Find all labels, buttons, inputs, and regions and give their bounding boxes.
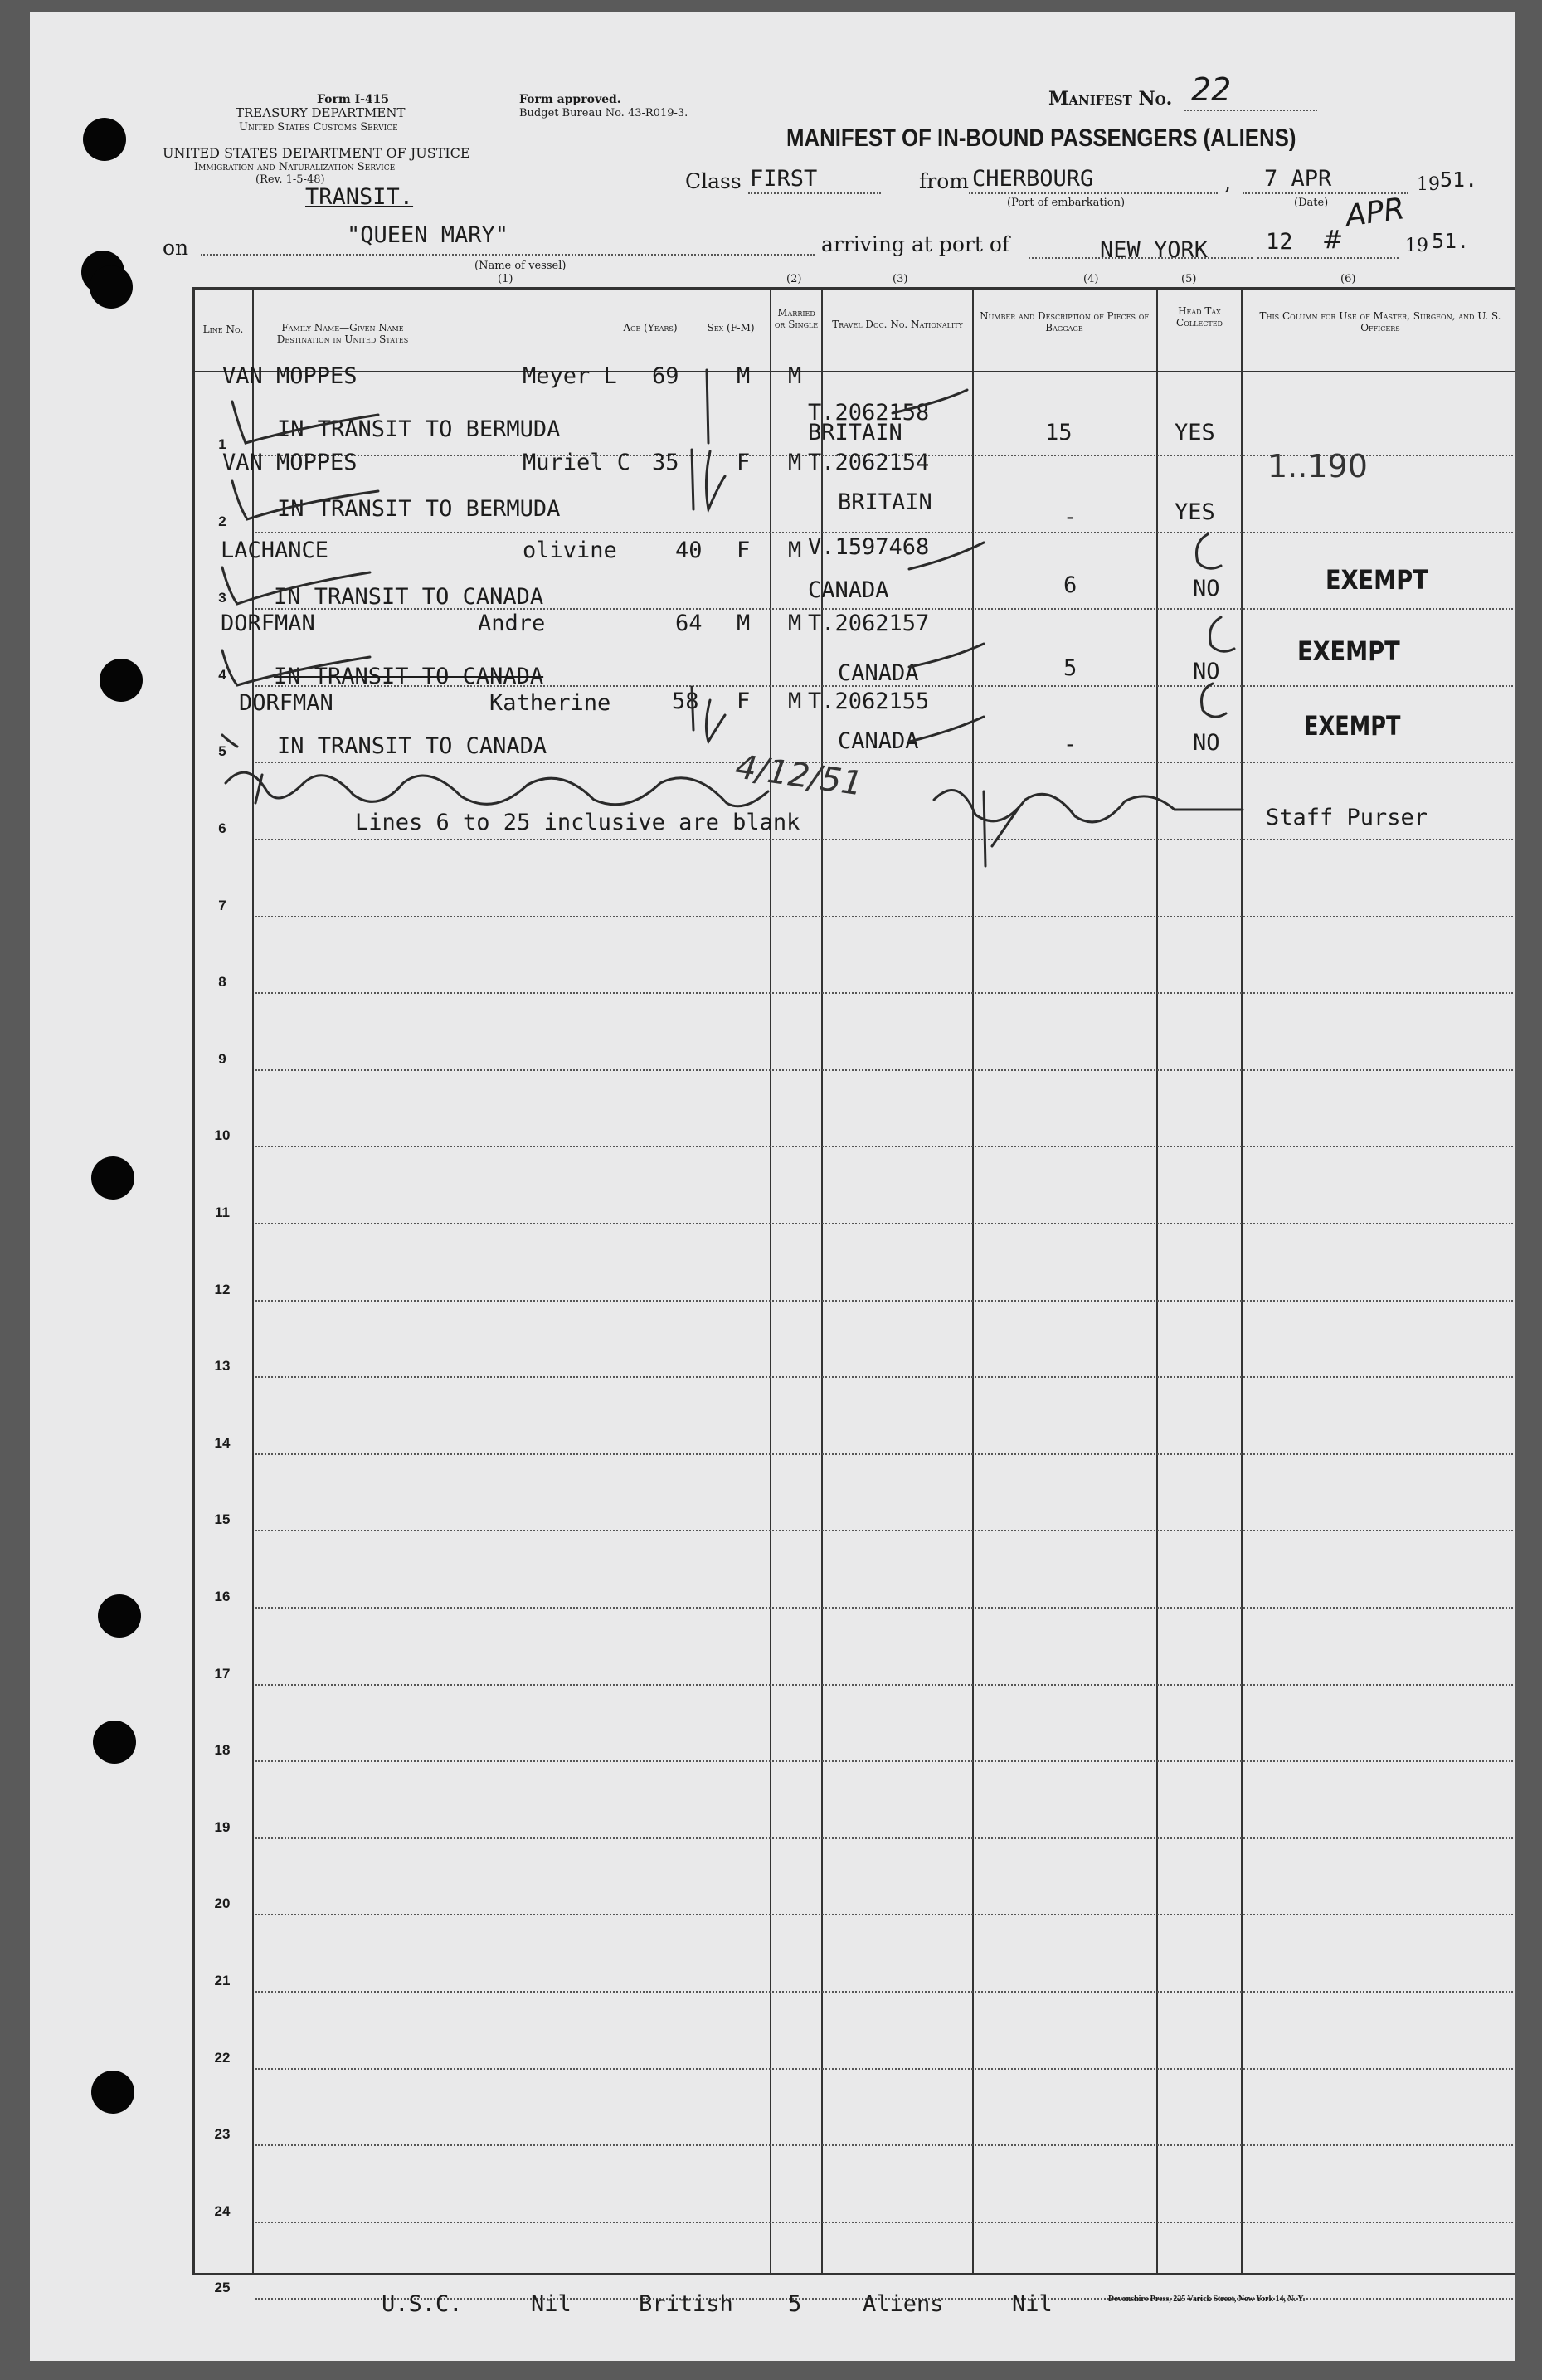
- form-number: Form I-415: [317, 93, 390, 106]
- col-header-tax: Head Tax Collected: [1176, 305, 1223, 329]
- age: 35: [652, 450, 679, 475]
- punch-hole: [91, 1156, 134, 1200]
- line-number: 6: [218, 820, 226, 836]
- budget-bureau: Budget Bureau No. 43-R019-3.: [519, 107, 688, 119]
- col-num-4: (4): [1083, 273, 1099, 285]
- treasury-dept: TREASURY DEPARTMENT: [236, 105, 406, 120]
- printer-imprint: Devonshire Press, 225 Varick Street, New York 14, N. Y.: [1108, 2295, 1306, 2304]
- nationality: CANADA: [808, 577, 889, 603]
- col-header-married: Married or Single: [774, 307, 819, 330]
- row-rule: [255, 992, 1513, 994]
- line-number: 25: [214, 2280, 231, 2296]
- given-name: Andre: [478, 611, 546, 636]
- family-name: LACHANCE: [221, 538, 329, 563]
- embark-date: 7 APR: [1264, 166, 1332, 192]
- officer-note: EXEMPT: [1297, 635, 1400, 667]
- col-header-age: Age (Years): [623, 322, 678, 333]
- punch-hole: [98, 1594, 141, 1638]
- marital: M: [788, 538, 802, 563]
- row-rule: [255, 1760, 1513, 1762]
- vessel-name: "QUEEN MARY": [347, 222, 509, 248]
- year-suffix-1: 51.: [1440, 168, 1478, 192]
- line-number: 24: [214, 2202, 231, 2219]
- row-rule: [255, 1300, 1513, 1302]
- family-name: VAN MOPPES: [222, 363, 358, 389]
- arrival-port: NEW YORK: [1100, 237, 1209, 263]
- col-num-1: (1): [498, 273, 513, 285]
- col-header-sex: Sex (F-M): [707, 322, 755, 333]
- arrival-month-hand: APR: [1343, 192, 1407, 234]
- travel-doc: T.2062157: [808, 611, 930, 636]
- given-name: olivine: [523, 538, 617, 563]
- nationality: BRITAIN: [838, 489, 932, 515]
- line-number: 5: [218, 743, 226, 760]
- british-label: British: [639, 2291, 733, 2317]
- usc-value: Nil: [531, 2291, 572, 2317]
- form-approved: Form approved.: [519, 93, 621, 106]
- line-number: 16: [214, 1589, 231, 1604]
- sex: M: [737, 611, 751, 636]
- row-rule: [255, 1837, 1513, 1839]
- destination: IN TRANSIT TO BERMUDA: [277, 496, 561, 522]
- destination: IN TRANSIT TO CANADA: [274, 664, 544, 689]
- marital: M: [788, 363, 802, 389]
- doj-title: UNITED STATES DEPARTMENT OF JUSTICE: [163, 145, 470, 161]
- embark-caption: (Port of embarkation): [1007, 197, 1126, 209]
- on-label: on: [163, 236, 189, 260]
- family-name: DORFMAN: [221, 611, 315, 636]
- destination: IN TRANSIT TO CANADA: [277, 733, 547, 759]
- arriving-label: arriving at port of: [821, 232, 1010, 256]
- baggage: 5: [1063, 655, 1077, 681]
- manifest-number: 22: [1191, 71, 1232, 108]
- row-rule: [255, 2222, 1513, 2223]
- line-number: 1: [218, 436, 226, 452]
- officer-note: EXEMPT: [1304, 710, 1401, 742]
- aliens-value: Nil: [1012, 2291, 1053, 2317]
- sex: F: [737, 689, 751, 714]
- british-value: 5: [788, 2291, 802, 2317]
- line-number: 19: [214, 1818, 231, 1835]
- row-rule: [255, 2068, 1513, 2070]
- line-number: 10: [214, 1127, 231, 1144]
- age: 40: [675, 538, 703, 563]
- row-rule: [255, 1530, 1513, 1531]
- nationality: BRITAIN: [808, 420, 902, 445]
- line-number: 15: [214, 1511, 231, 1528]
- family-name: DORFMAN: [239, 690, 333, 716]
- punch-hole: [91, 2071, 134, 2114]
- nationality: CANADA: [838, 660, 919, 686]
- officer-note: 1..190: [1267, 448, 1368, 484]
- row-rule: [255, 1453, 1513, 1455]
- row-rule: [255, 2144, 1513, 2146]
- line-number: 23: [214, 2126, 231, 2143]
- line-number: 17: [214, 1665, 231, 1682]
- vessel-caption: (Name of vessel): [474, 260, 567, 272]
- col-header-doc: Travel Doc. No. Nationality: [832, 319, 963, 330]
- line-number: 8: [218, 974, 226, 990]
- line-number: 3: [218, 590, 226, 606]
- col-header-name: Family Name—Given Name Destination in United States: [276, 322, 409, 345]
- sex: F: [737, 450, 751, 475]
- head-tax: YES: [1175, 499, 1215, 525]
- year-prefix-1: 19: [1417, 174, 1440, 195]
- baggage: 6: [1063, 572, 1077, 598]
- destination: IN TRANSIT TO CANADA: [274, 584, 544, 610]
- officer-note: EXEMPT: [1326, 564, 1428, 596]
- manifest-page: Form I-415 TREASURY DEPARTMENT United States Customs Service Form approved. Budget Bureau No. 43-R019-3. UNITED STATES DEPARTMENT OF JUSTICE Immigration and Naturalization Service (Rev. 1-5-48) Manifest No. 22 MANIFEST OF IN-BOUND PASSENGERS (ALIENS) TRANSIT. Class FIRST from CHERBOURG (Port of embarkation) , 7 APR (Date) 19 51. APR on "QUEEN MARY" (Name of vessel) arriving at port of NEW YORK 12 # 19 51. (1) (2) (3) (4) (5) (6) Line No. Family Name—Given Name Destination in United States Age (Years) Sex (F-M) Married or Single Travel Doc. No. Nationality Number and Description of Pieces of Baggage Head Tax Collected This Column for Use of Master, Surgeon, and U. S. Officers 1 2 3 4 5 6 7 8 9 10 11 12 13 14 15 16 17 18 19 20 21 22 23 24 25 VAN MOPPES Meyer L 69 M M IN TRANSIT TO BERMUDA T.2062158 BRITAIN 15 YES VAN MOPPES Muriel C 35 F M IN TRANSIT TO BERMUDA T.2062154 BRITAIN - YES 1..190 LACHANCE olivine 40 F M IN TRANSIT TO CANADA V.1597468 CANADA 6 NO EXEMPT DORFMAN Andre 64 M M IN TRANSIT TO CANADA T.2062157 CANADA 5 NO EXEMPT DORFMAN Katherine 58 F M IN TRANSIT TO CANADA T.2062155 CANADA - NO EXEMPT Lines 6 to 25 inclusive are blank Staff Purser 4/12/51 U.S.C. Nil British 5 Aliens Nil Devonshire Press, 225 Varick Street, New York 14, N. Y.: [30, 12, 1515, 2361]
- blank-lines-note: Lines 6 to 25 inclusive are blank: [355, 810, 800, 835]
- year-prefix-2: 19: [1405, 236, 1428, 256]
- customs-service: United States Customs Service: [239, 121, 398, 134]
- marital: M: [788, 689, 802, 714]
- sex: F: [737, 538, 751, 563]
- line-number: 12: [214, 1281, 231, 1297]
- line-number: 22: [214, 2049, 231, 2066]
- row-rule: [255, 1146, 1513, 1147]
- travel-doc: T.2062155: [808, 689, 930, 714]
- travel-doc: V.1597468: [808, 534, 930, 560]
- sex: M: [737, 363, 751, 389]
- age: 64: [675, 611, 703, 636]
- usc-label: U.S.C.: [382, 2291, 463, 2317]
- transit-label: TRANSIT.: [305, 184, 414, 210]
- aliens-label: Aliens: [863, 2291, 944, 2317]
- col-num-3: (3): [893, 273, 908, 285]
- date-caption: (Date): [1294, 197, 1329, 209]
- baggage: 15: [1045, 420, 1073, 445]
- given-name: Muriel C: [523, 450, 631, 475]
- row-rule: [255, 1069, 1513, 1071]
- staff-purser: Staff Purser: [1266, 805, 1428, 830]
- line-number: 18: [214, 1742, 231, 1759]
- marital: M: [788, 450, 802, 475]
- head-tax: NO: [1193, 576, 1220, 601]
- row-rule: [255, 1223, 1513, 1224]
- line-number: 2: [218, 513, 226, 529]
- embark-port: CHERBOURG: [972, 166, 1094, 192]
- col-header-officers: This Column for Use of Master, Surgeon, and U. S. Officers: [1259, 310, 1501, 333]
- nationality: CANADA: [838, 728, 919, 754]
- from-label: from: [919, 169, 969, 193]
- class-value: FIRST: [750, 166, 818, 192]
- family-name: VAN MOPPES: [222, 450, 358, 475]
- line-number: 13: [214, 1358, 231, 1375]
- arrival-day: 12: [1266, 229, 1293, 255]
- class-label: Class: [685, 169, 742, 193]
- baggage: -: [1063, 504, 1077, 530]
- line-number: 4: [218, 666, 226, 683]
- line-number: 14: [214, 1434, 231, 1451]
- head-tax: NO: [1193, 730, 1220, 756]
- travel-doc: T.2062158: [808, 400, 930, 426]
- ins-service: Immigration and Naturalization Service: [194, 161, 396, 173]
- col-num-6: (6): [1340, 273, 1356, 285]
- head-tax: NO: [1193, 659, 1220, 684]
- row-rule: [255, 1991, 1513, 1993]
- travel-doc: T.2062154: [808, 450, 930, 475]
- col-num-2: (2): [786, 273, 802, 285]
- row-rule: [255, 1607, 1513, 1609]
- col-header-baggage: Number and Description of Pieces of Baggage: [980, 310, 1149, 333]
- given-name: Meyer L: [523, 363, 617, 389]
- baggage: -: [1063, 732, 1077, 757]
- revision: (Rev. 1-5-48): [255, 173, 325, 186]
- row-rule: [255, 1376, 1513, 1378]
- line-number: 11: [215, 1205, 230, 1220]
- manifest-title: MANIFEST OF IN-BOUND PASSENGERS (ALIENS): [786, 124, 1296, 152]
- destination: IN TRANSIT TO BERMUDA: [277, 416, 561, 442]
- line-number: 9: [218, 1050, 226, 1067]
- line-number: 20: [214, 1896, 231, 1912]
- age: 58: [672, 689, 699, 714]
- col-num-5: (5): [1181, 273, 1197, 285]
- marital: M: [788, 611, 802, 636]
- col-header-line: Line No.: [202, 324, 244, 335]
- row-rule: [255, 1914, 1513, 1915]
- handwritten-date: 4/12/51: [732, 747, 865, 804]
- line-number: 7: [218, 897, 226, 913]
- head-tax: YES: [1175, 420, 1215, 445]
- row-rule: [255, 1684, 1513, 1686]
- line-number: 21: [214, 1973, 231, 1988]
- handwritten-marks: [30, 12, 1515, 924]
- manifest-label: Manifest No.: [1048, 88, 1173, 110]
- punch-hole: [93, 1721, 136, 1764]
- year-suffix-2: 51.: [1432, 229, 1470, 253]
- given-name: Katherine: [489, 690, 611, 716]
- age: 69: [652, 363, 679, 389]
